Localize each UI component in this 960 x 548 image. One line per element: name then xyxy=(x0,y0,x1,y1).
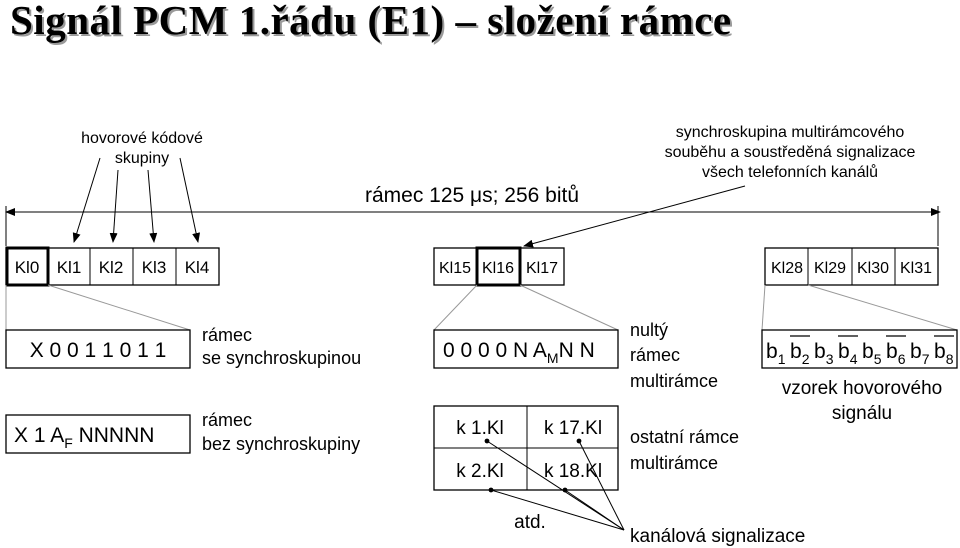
voice-groups-label-1: hovorové kódové xyxy=(81,130,203,147)
expand-kl28-right xyxy=(808,285,957,330)
mf-label-1: synchroskupina multirámcového xyxy=(675,124,905,141)
slot-kl28: Kl28 xyxy=(770,260,804,277)
expand-kl16-left xyxy=(434,285,477,330)
expand-kl28-left xyxy=(762,285,765,330)
slot-kl30: Kl30 xyxy=(856,260,890,277)
arrow-kl1 xyxy=(74,158,100,242)
sig-cell-k2: k 2.Kl xyxy=(456,461,504,482)
other-frames-label-2: multirámce xyxy=(630,453,719,473)
mf-label-3: všech telefonních kanálů xyxy=(701,164,879,181)
expand-kl0-right xyxy=(48,285,190,330)
etc-label: atd. xyxy=(514,512,546,533)
sample-label-1: vzorek hovorového xyxy=(781,378,943,399)
sample-bit: $b_1$ xyxy=(766,340,786,367)
zero-frame-label-3: multirámce xyxy=(630,371,719,391)
signalling-grid xyxy=(434,406,618,490)
slot-kl4: Kl4 xyxy=(184,258,210,277)
slot-kl17: Kl17 xyxy=(525,260,559,277)
sync-frame-label-1: rámec xyxy=(202,325,253,345)
nosync-frame-label-2: bez synchroskupiny xyxy=(202,434,361,454)
sig-cell-k18: k 18.Kl xyxy=(543,461,603,482)
channel-signalling-label: kanálová signalizace xyxy=(630,526,806,547)
slot-kl1: Kl1 xyxy=(56,258,82,277)
leader-k2 xyxy=(491,490,624,530)
sample-bit: $b_8$ xyxy=(934,340,954,367)
arrow-kl2 xyxy=(113,170,118,242)
sample-bit: $b_3$ xyxy=(814,340,834,367)
sig-cell-k17: k 17.Kl xyxy=(543,418,603,439)
slot-kl0: Kl0 xyxy=(14,258,40,277)
sample-bit: $b_2$ xyxy=(790,340,810,367)
slot-kl31: Kl31 xyxy=(899,260,933,277)
timeslot-row xyxy=(6,248,938,285)
sample-bit: $b_5$ xyxy=(862,340,882,367)
page-title: Signál PCM 1.řádu (E1) – složení rámce xyxy=(10,0,732,43)
sync-word: X 0 0 1 1 0 1 1 xyxy=(29,339,167,362)
arrow-kl3 xyxy=(148,170,154,242)
sample-bit: $b_7$ xyxy=(910,340,930,367)
other-frames-label-1: ostatní rámce xyxy=(630,427,740,447)
slot-kl16: Kl16 xyxy=(481,260,515,277)
nosync-word: X 1 $A_F$ NNNNN xyxy=(14,424,155,451)
voice-groups-label-2: skupiny xyxy=(114,150,170,167)
frame-length-label: rámec 125 μs; 256 bitů xyxy=(364,184,580,207)
slot-kl2: Kl2 xyxy=(98,258,124,277)
zero-frame-label-1: nultý xyxy=(630,320,669,340)
mf-label-2: souběhu a soustředěná signalizace xyxy=(664,144,916,161)
zero-frame-label-2: rámec xyxy=(630,345,681,365)
expand-kl16-right xyxy=(520,285,618,330)
arrow-kl4 xyxy=(180,158,198,242)
sig-cell-k1: k 1.Kl xyxy=(456,418,504,439)
slot-kl15: Kl15 xyxy=(438,260,472,277)
slot-kl29: Kl29 xyxy=(813,260,847,277)
sample-bit: $b_4$ xyxy=(838,340,858,367)
sync-frame-label-2: se synchroskupinou xyxy=(202,348,362,368)
leader-k18 xyxy=(565,490,624,530)
slot-kl3: Kl3 xyxy=(141,258,167,277)
sample-bit: $b_6$ xyxy=(886,340,906,367)
nosync-frame-label-1: rámec xyxy=(202,410,253,430)
sample-label-2: signálu xyxy=(831,403,893,424)
mf-word: 0 0 0 0 N $A_MN$ N xyxy=(443,339,595,366)
